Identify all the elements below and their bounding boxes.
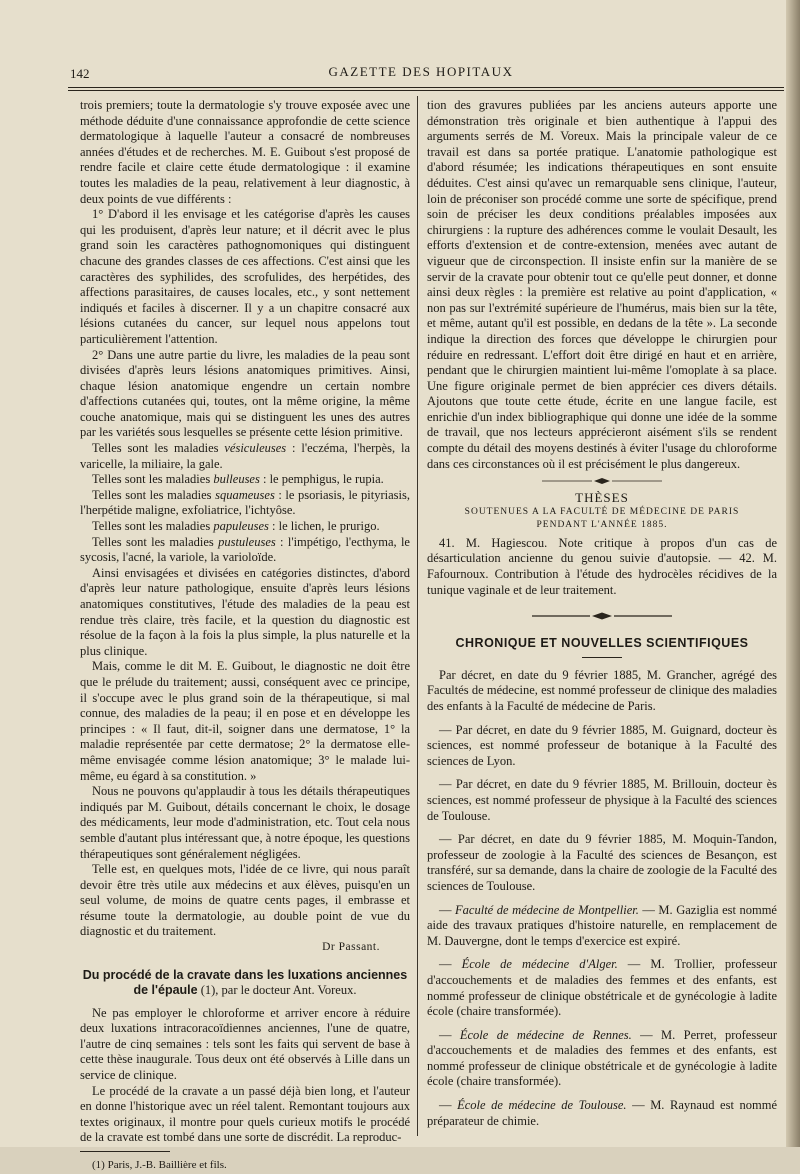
paragraph: Ainsi envisagées et divisées en catégories distinctes, d'abord d'après leur nature pathologique, ensuite d'après leurs lésions anatomiques constitutives, l'étude des maladies de la peau est rendue très claire, très facile, et la question du diagnostic est résolue de la façon à la fois la plus simple, la plus naturelle et la plus clinique.	[80, 565, 410, 658]
paragraph: Ne pas employer le chloroforme et arriver encore à réduire deux luxations intracoracoïdiennes anciennes, l'une de quatre, l'autre de cinq semaines : tels sont les faits qui servent de base à cette thèse inaugurale. Tous deux ont été observés à Lille dans un service de clinique.	[80, 1005, 410, 1083]
paragraph: — Par décret, en date du 9 février 1885, M. Moquin-Tandon, professeur de zoologie à la Faculté des sciences de Besançon, est transféré, sur sa demande, dans la chaire de zoologie de la Faculté des sciences de Toulouse.	[427, 832, 777, 893]
article-title: Du procédé de la cravate dans les luxations anciennes de l'épaule (1), par le docteur Ant. Voreux.	[82, 967, 408, 997]
signature: Dr Passant.	[322, 941, 380, 954]
theses-subtitle: SOUTENUES A LA FACULTÉ DE MÉDECINE DE PARIS	[464, 506, 740, 517]
paragraph: — Par décret, en date du 9 février 1885, M. Brillouin, docteur ès sciences, est nommé professeur de physique à la Faculté des sciences de Toulouse.	[427, 777, 777, 823]
paragraph: 2° Dans une autre partie du livre, les maladies de la peau sont divisées d'après leurs lésions anatomiques primitives. Ainsi, chaque lésion anatomique engendre un certain nombre d'affections cutanées qui, toutes, ont la même origine, la même couche anatomique, mais qui se distinguent les unes des autres par les variétés sous lesquelles se présente cette lésion primitive.	[80, 347, 410, 440]
paragraph: — École de médecine d'Alger. — M. Trollier, professeur d'accouchements et de maladies des femmes et des enfants, est nommé professeur de clinique obstétricale et de gynécologie à ladite école (chaire transformée).	[427, 957, 777, 1019]
paragraph: — Faculté de médecine de Montpellier. — M. Gaziglia est nommé aide des travaux pratiques d'histoire naturelle, en remplacement de M. Dauvergne, dont le temps d'exercice est expiré.	[427, 902, 777, 948]
paragraph: — Par décret, en date du 9 février 1885, M. Guignard, docteur ès sciences, est nommé professeur de botanique à la Faculté des sciences de Lyon.	[427, 722, 777, 768]
paragraph: tion des gravures publiées par les anciens auteurs apporte une démonstration très originale et bien authentique à l'appui des arguments serrés de M. Voreux. Mais la principale valeur de ce travail est dans sa portée pratique. L'anatomie pathologique est d'abord résumée; les indications thérapeutiques en sont ensuite déduites. C'est ainsi qu'avec un remarquable sens clinique, l'auteur, loin de préconiser son procédé comme une sorte de spécifique, prend soin de préciser les deux conditions préalables imposées aux chirurgiens : la rupture des adhérences comme le voulait Desault, les efforts d'extension et de contre-extension, menées avec autant de vigueur que de circonspection. Il insiste enfin sur la manière de se servir de la cravate pour obtenir tout ce qu'elle peut donner, et donne ainsi deux règles : la première est relative au point d'application, « non pas sur l'extrémité supérieure de l'humérus, mais bien sur la tête, et même, autant qu'il est possible, en dedans de la tête ». La seconde indique la direction des forces que développe le chirurgien pour réduire en redressant. L'effort doit être dirigé en haut et en arrière, pendant que le chirurgien maintient lui-même l'omoplate à sa place. Une figure originale permet de bien apprécier ces divers détails. Ajoutons que toute cette étude, écrite en une langue facile, est enrichie d'un index bibliographique qui donne une idée de la somme de travail, que nos lecteurs apprécieront aisément s'ils se rendent compte du détail des moyens destinés à éviter l'usage du chloroforme dans ces circonstances où il est précisément le plus dangereux.	[427, 98, 777, 471]
chronique-title: CHRONIQUE ET NOUVELLES SCIENTIFIQUES	[455, 636, 749, 651]
journal-title: GAZETTE DES HOPITAUX	[328, 64, 514, 79]
page-spine-shadow	[786, 0, 800, 1147]
paragraph: trois premiers; toute la dermatologie s'y trouve exposée avec une méthode déduite d'une connaissance approfondie de cette science dermatologique à laquelle l'auteur a consacré de nombreuses années d'études et de recherches. M. E. Guibout s'est proposé de rendre facile et claire cette étude dermatologique : il examine toutes les maladies de la peau, relativement à leur diagnostic, à deux points de vue différents :	[80, 98, 410, 206]
left-column	[80, 98, 410, 1174]
theses-title: THÈSES	[575, 490, 629, 506]
header-rule-thin	[68, 90, 784, 91]
page-number: 142	[70, 66, 90, 81]
paragraph: Mais, comme le dit M. E. Guibout, le diagnostic ne doit être que le prélude du traitement; aussi, conséquent avec ce principe, il s'occupe avec le plus grand soin de la thérapeutique, si mal connue, des maladies de la peau; il en pose et en développe les principes : « Il faut, dit-il, soigner dans une dermatose, 1° la maladie représentée par cette dermatose; 2° la dermatose elle-même envisagée comme lésion anatomique; 3° le malade lui-même, eu égard à sa constitution. »	[80, 659, 410, 783]
header-rule	[68, 87, 784, 88]
short-rule	[582, 657, 622, 658]
footnote: (1) Paris, J.-B. Baillière et fils.	[92, 1159, 227, 1171]
paragraph: Telle est, en quelques mots, l'idée de ce livre, qui nous paraît devoir être très utile aux médecins et aux élèves, puisqu'en un seul volume, de moins de quatre cents pages, il embrasse et résume toute la dermatologie, au double point de vue du diagnostic et du traitement.	[80, 862, 410, 939]
paragraph: — École de médecine de Toulouse. — M. Raynaud est nommé préparateur de chimie.	[427, 1098, 778, 1128]
paragraph: 41. M. Hagiescou. Note critique à propos d'un cas de désarticulation ancienne du genou suivie d'autopsie. — 42. M. Fafournoux. Contribution à l'étude des hydrocèles récidives de la tunique vaginale et de leur traitement.	[427, 535, 777, 597]
paragraph: Le procédé de la cravate a un passé déjà bien long, et l'auteur en donne l'historique avec un réel talent. Remontant toujours aux textes originaux, il montre pour quels curieux motifs le procédé de la cravate est tombé dans une sorte de discrédit. La reproduc-	[80, 1083, 410, 1145]
paragraph: Telles sont les maladies squameuses : le psoriasis, le pityriasis, l'herpétide maligne, exfoliatrice, l'ichtyôse.	[80, 487, 410, 518]
paragraph: Nous ne pouvons qu'applaudir à tous les détails thérapeutiques indiqués par M. Guibout, détails concernant le choix, le dosage des médicaments, leur mode d'administration, etc. Tout cela nous semble d'autant plus intéressant que, à notre époque, les questions thérapeutiques sont généralement négligées.	[80, 784, 410, 861]
paragraph: Telles sont les maladies pustuleuses : l'impétigo, l'ecthyma, le sycosis, l'acné, la variole, la varioloïde.	[80, 534, 410, 565]
right-column	[427, 98, 777, 1129]
ornament-divider	[532, 612, 672, 620]
ornament-divider	[542, 477, 662, 485]
theses-subtitle: PENDANT L'ANNÉE 1885.	[536, 519, 668, 530]
paragraph: Telles sont les maladies vésiculeuses : l'eczéma, l'herpès, la varicelle, la miliaire, la gale.	[80, 441, 410, 471]
paragraph: — École de médecine de Rennes. — M. Perret, professeur d'accouchements et de maladies des femmes et des enfants, est nommé professeur de clinique obstétricale et de gynécologie à ladite école (chaire transformée).	[427, 1027, 778, 1089]
column-divider	[417, 96, 418, 1136]
paragraph: Telles sont les maladies bulleuses : le pemphigus, le rupia.	[92, 472, 384, 487]
paragraph: 1° D'abord il les envisage et les catégorise d'après les causes qui les produisent, d'après leur nature; et il décrit avec le plus grand soin les caractères pathognomoniques qui distinguent chacune des grandes classes de ces affections. C'est ainsi que les caractères des syphilides, des scrofulides, des herpétides, des affections parasitaires, de causes locales, etc., y sont nettement indiqués et faciles à discerner. Il y a un chapitre consacré aux lésions cutanées du cancer, sur lequel nous appelons tout particulièrement l'attention.	[80, 207, 410, 346]
paragraph: Telles sont les maladies papuleuses : le lichen, le prurigo.	[92, 519, 380, 534]
footnote-rule	[80, 1151, 170, 1152]
page-header	[58, 62, 784, 82]
paragraph: Par décret, en date du 9 février 1885, M. Grancher, agrégé des Facultés de médecine, est nommé professeur de clinique des maladies des enfants à la Faculté de médecine de Paris.	[427, 667, 777, 713]
